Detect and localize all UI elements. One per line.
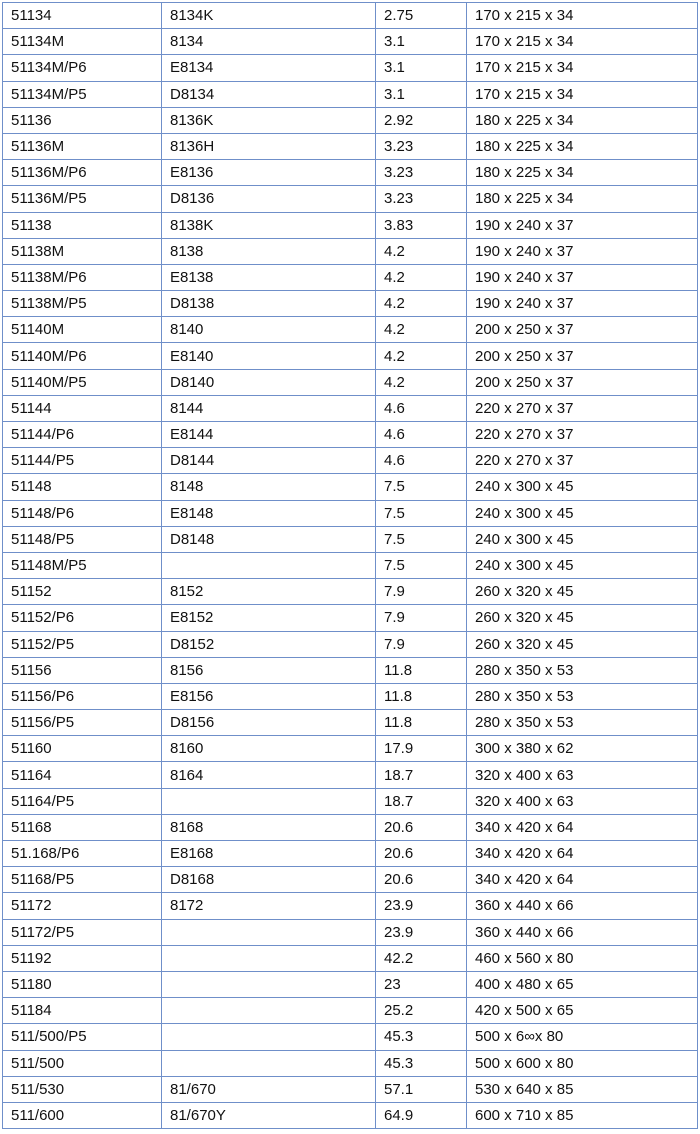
weight-cell: 64.9	[376, 1102, 467, 1128]
table-row	[3, 29, 698, 55]
dimensions-cell: 220 x 270 x 37	[467, 395, 698, 421]
weight-cell: 23	[376, 971, 467, 997]
part-number-cell: 51140M	[3, 317, 162, 343]
part-number-cell: 51148	[3, 474, 162, 500]
table-row	[3, 448, 698, 474]
dimensions-cell: 190 x 240 x 37	[467, 264, 698, 290]
table-row	[3, 579, 698, 605]
weight-cell: 3.23	[376, 133, 467, 159]
part-number-cell: 511/600	[3, 1102, 162, 1128]
table-row	[3, 1050, 698, 1076]
alt-code-cell	[162, 945, 376, 971]
part-number-cell: 51168/P5	[3, 867, 162, 893]
dimensions-cell: 340 x 420 x 64	[467, 841, 698, 867]
dimensions-cell: 260 x 320 x 45	[467, 579, 698, 605]
alt-code-cell: E8148	[162, 500, 376, 526]
part-number-cell: 51136M/P5	[3, 186, 162, 212]
weight-cell: 18.7	[376, 762, 467, 788]
dimensions-cell: 420 x 500 x 65	[467, 998, 698, 1024]
dimensions-cell: 460 x 560 x 80	[467, 945, 698, 971]
weight-cell: 3.1	[376, 29, 467, 55]
dimensions-cell: 170 x 215 x 34	[467, 29, 698, 55]
weight-cell: 7.5	[376, 474, 467, 500]
weight-cell: 4.2	[376, 317, 467, 343]
table-row	[3, 343, 698, 369]
dimensions-cell: 240 x 300 x 45	[467, 552, 698, 578]
table-row	[3, 762, 698, 788]
weight-cell: 23.9	[376, 893, 467, 919]
dimensions-cell: 360 x 440 x 66	[467, 893, 698, 919]
alt-code-cell: D8138	[162, 291, 376, 317]
alt-code-cell: E8138	[162, 264, 376, 290]
part-number-cell: 51164/P5	[3, 788, 162, 814]
alt-code-cell: 8134	[162, 29, 376, 55]
table-row	[3, 264, 698, 290]
part-number-cell: 51144/P6	[3, 422, 162, 448]
table-row	[3, 160, 698, 186]
dimensions-cell: 190 x 240 x 37	[467, 238, 698, 264]
dimensions-cell: 180 x 225 x 34	[467, 107, 698, 133]
part-number-cell: 51138M/P5	[3, 291, 162, 317]
dimensions-cell: 200 x 250 x 37	[467, 317, 698, 343]
alt-code-cell: 8156	[162, 657, 376, 683]
table-row	[3, 998, 698, 1024]
alt-code-cell: E8144	[162, 422, 376, 448]
dimensions-cell: 320 x 400 x 63	[467, 788, 698, 814]
table-row	[3, 841, 698, 867]
table-row	[3, 657, 698, 683]
table-row	[3, 631, 698, 657]
alt-code-cell: D8156	[162, 710, 376, 736]
alt-code-cell: E8168	[162, 841, 376, 867]
part-number-cell: 51164	[3, 762, 162, 788]
table-row	[3, 81, 698, 107]
part-number-cell: 51156	[3, 657, 162, 683]
alt-code-cell: D8140	[162, 369, 376, 395]
alt-code-cell: 8140	[162, 317, 376, 343]
alt-code-cell: D8152	[162, 631, 376, 657]
alt-code-cell: 8168	[162, 814, 376, 840]
alt-code-cell: E8134	[162, 55, 376, 81]
table-row	[3, 919, 698, 945]
weight-cell: 7.5	[376, 500, 467, 526]
part-number-cell: 51138M/P6	[3, 264, 162, 290]
alt-code-cell	[162, 919, 376, 945]
alt-code-cell: E8136	[162, 160, 376, 186]
table-row	[3, 814, 698, 840]
part-number-cell: 51134M/P6	[3, 55, 162, 81]
part-number-cell: 51156/P5	[3, 710, 162, 736]
alt-code-cell: D8134	[162, 81, 376, 107]
alt-code-cell: E8140	[162, 343, 376, 369]
dimensions-cell: 200 x 250 x 37	[467, 369, 698, 395]
table-body	[3, 3, 698, 1129]
dimensions-cell: 280 x 350 x 53	[467, 657, 698, 683]
alt-code-cell: D8168	[162, 867, 376, 893]
alt-code-cell: 8160	[162, 736, 376, 762]
dimensions-cell: 240 x 300 x 45	[467, 474, 698, 500]
table-row	[3, 395, 698, 421]
weight-cell: 25.2	[376, 998, 467, 1024]
part-number-cell: 51184	[3, 998, 162, 1024]
alt-code-cell	[162, 998, 376, 1024]
weight-cell: 7.9	[376, 579, 467, 605]
part-number-cell: 51148/P5	[3, 526, 162, 552]
alt-code-cell: E8156	[162, 683, 376, 709]
weight-cell: 2.92	[376, 107, 467, 133]
alt-code-cell: 8134K	[162, 3, 376, 29]
part-number-cell: 51138M	[3, 238, 162, 264]
weight-cell: 42.2	[376, 945, 467, 971]
table-row	[3, 1102, 698, 1128]
dimensions-cell: 300 x 380 x 62	[467, 736, 698, 762]
part-number-cell: 51140M/P5	[3, 369, 162, 395]
weight-cell: 20.6	[376, 867, 467, 893]
table-row	[3, 605, 698, 631]
dimensions-cell: 500 x 6∞x 80	[467, 1024, 698, 1050]
weight-cell: 20.6	[376, 841, 467, 867]
dimensions-cell: 280 x 350 x 53	[467, 710, 698, 736]
weight-cell: 4.2	[376, 369, 467, 395]
dimensions-cell: 500 x 600 x 80	[467, 1050, 698, 1076]
weight-cell: 11.8	[376, 710, 467, 736]
part-number-cell: 51144/P5	[3, 448, 162, 474]
dimensions-cell: 170 x 215 x 34	[467, 81, 698, 107]
table-row	[3, 186, 698, 212]
dimensions-cell: 340 x 420 x 64	[467, 814, 698, 840]
dimensions-cell: 340 x 420 x 64	[467, 867, 698, 893]
alt-code-cell: 8144	[162, 395, 376, 421]
table-row	[3, 893, 698, 919]
weight-cell: 7.9	[376, 605, 467, 631]
table-row	[3, 291, 698, 317]
table-row	[3, 107, 698, 133]
table-row	[3, 369, 698, 395]
table-row	[3, 212, 698, 238]
alt-code-cell: D8136	[162, 186, 376, 212]
weight-cell: 7.9	[376, 631, 467, 657]
alt-code-cell	[162, 552, 376, 578]
alt-code-cell: 8164	[162, 762, 376, 788]
dimensions-cell: 200 x 250 x 37	[467, 343, 698, 369]
part-number-cell: 51140M/P6	[3, 343, 162, 369]
table-row	[3, 422, 698, 448]
part-number-cell: 51172/P5	[3, 919, 162, 945]
alt-code-cell	[162, 971, 376, 997]
table-row	[3, 474, 698, 500]
table-row	[3, 133, 698, 159]
weight-cell: 45.3	[376, 1024, 467, 1050]
dimensions-cell: 260 x 320 x 45	[467, 631, 698, 657]
table-row	[3, 788, 698, 814]
dimensions-cell: 180 x 225 x 34	[467, 186, 698, 212]
dimensions-cell: 360 x 440 x 66	[467, 919, 698, 945]
bearing-table-container	[2, 2, 697, 1129]
weight-cell: 11.8	[376, 683, 467, 709]
part-number-cell: 511/500	[3, 1050, 162, 1076]
weight-cell: 4.6	[376, 422, 467, 448]
weight-cell: 20.6	[376, 814, 467, 840]
dimensions-cell: 190 x 240 x 37	[467, 291, 698, 317]
weight-cell: 7.5	[376, 552, 467, 578]
table-row	[3, 1076, 698, 1102]
alt-code-cell: 8136K	[162, 107, 376, 133]
table-row	[3, 317, 698, 343]
part-number-cell: 51148M/P5	[3, 552, 162, 578]
part-number-cell: 511/500/P5	[3, 1024, 162, 1050]
alt-code-cell	[162, 1050, 376, 1076]
part-number-cell: 511/530	[3, 1076, 162, 1102]
weight-cell: 3.1	[376, 81, 467, 107]
part-number-cell: 51160	[3, 736, 162, 762]
alt-code-cell: 8172	[162, 893, 376, 919]
table-row	[3, 3, 698, 29]
part-number-cell: 51168	[3, 814, 162, 840]
dimensions-cell: 190 x 240 x 37	[467, 212, 698, 238]
dimensions-cell: 260 x 320 x 45	[467, 605, 698, 631]
alt-code-cell	[162, 788, 376, 814]
weight-cell: 3.1	[376, 55, 467, 81]
part-number-cell: 51156/P6	[3, 683, 162, 709]
table-row	[3, 971, 698, 997]
part-number-cell: 51152	[3, 579, 162, 605]
part-number-cell: 51138	[3, 212, 162, 238]
weight-cell: 3.23	[376, 186, 467, 212]
alt-code-cell: 8138	[162, 238, 376, 264]
weight-cell: 57.1	[376, 1076, 467, 1102]
table-row	[3, 55, 698, 81]
alt-code-cell: D8148	[162, 526, 376, 552]
alt-code-cell: 81/670	[162, 1076, 376, 1102]
weight-cell: 17.9	[376, 736, 467, 762]
dimensions-cell: 400 x 480 x 65	[467, 971, 698, 997]
part-number-cell: 51172	[3, 893, 162, 919]
table-row	[3, 710, 698, 736]
table-row	[3, 238, 698, 264]
weight-cell: 4.2	[376, 291, 467, 317]
weight-cell: 4.2	[376, 343, 467, 369]
part-number-cell: 51136	[3, 107, 162, 133]
dimensions-cell: 530 x 640 x 85	[467, 1076, 698, 1102]
weight-cell: 11.8	[376, 657, 467, 683]
weight-cell: 4.2	[376, 264, 467, 290]
weight-cell: 7.5	[376, 526, 467, 552]
dimensions-cell: 170 x 215 x 34	[467, 55, 698, 81]
alt-code-cell	[162, 1024, 376, 1050]
table-row	[3, 552, 698, 578]
weight-cell: 2.75	[376, 3, 467, 29]
part-number-cell: 51152/P6	[3, 605, 162, 631]
part-number-cell: 51136M/P6	[3, 160, 162, 186]
alt-code-cell: 8148	[162, 474, 376, 500]
dimensions-cell: 320 x 400 x 63	[467, 762, 698, 788]
table-row	[3, 736, 698, 762]
weight-cell: 3.23	[376, 160, 467, 186]
part-number-cell: 51144	[3, 395, 162, 421]
dimensions-cell: 280 x 350 x 53	[467, 683, 698, 709]
table-row	[3, 500, 698, 526]
dimensions-cell: 600 x 710 x 85	[467, 1102, 698, 1128]
alt-code-cell: 8136H	[162, 133, 376, 159]
dimensions-cell: 240 x 300 x 45	[467, 526, 698, 552]
bearing-table	[2, 2, 698, 1129]
table-row	[3, 526, 698, 552]
dimensions-cell: 220 x 270 x 37	[467, 448, 698, 474]
table-row	[3, 867, 698, 893]
alt-code-cell: 8138K	[162, 212, 376, 238]
part-number-cell: 51.168/P6	[3, 841, 162, 867]
part-number-cell: 51134M	[3, 29, 162, 55]
alt-code-cell: 8152	[162, 579, 376, 605]
part-number-cell: 51136M	[3, 133, 162, 159]
dimensions-cell: 240 x 300 x 45	[467, 500, 698, 526]
weight-cell: 45.3	[376, 1050, 467, 1076]
part-number-cell: 51180	[3, 971, 162, 997]
weight-cell: 23.9	[376, 919, 467, 945]
weight-cell: 4.2	[376, 238, 467, 264]
alt-code-cell: E8152	[162, 605, 376, 631]
part-number-cell: 51134	[3, 3, 162, 29]
alt-code-cell: 81/670Y	[162, 1102, 376, 1128]
weight-cell: 3.83	[376, 212, 467, 238]
table-row	[3, 683, 698, 709]
part-number-cell: 51134M/P5	[3, 81, 162, 107]
weight-cell: 18.7	[376, 788, 467, 814]
table-row	[3, 1024, 698, 1050]
table-row	[3, 945, 698, 971]
weight-cell: 4.6	[376, 395, 467, 421]
part-number-cell: 51192	[3, 945, 162, 971]
dimensions-cell: 220 x 270 x 37	[467, 422, 698, 448]
part-number-cell: 51148/P6	[3, 500, 162, 526]
part-number-cell: 51152/P5	[3, 631, 162, 657]
dimensions-cell: 180 x 225 x 34	[467, 160, 698, 186]
weight-cell: 4.6	[376, 448, 467, 474]
alt-code-cell: D8144	[162, 448, 376, 474]
dimensions-cell: 170 x 215 x 34	[467, 3, 698, 29]
dimensions-cell: 180 x 225 x 34	[467, 133, 698, 159]
